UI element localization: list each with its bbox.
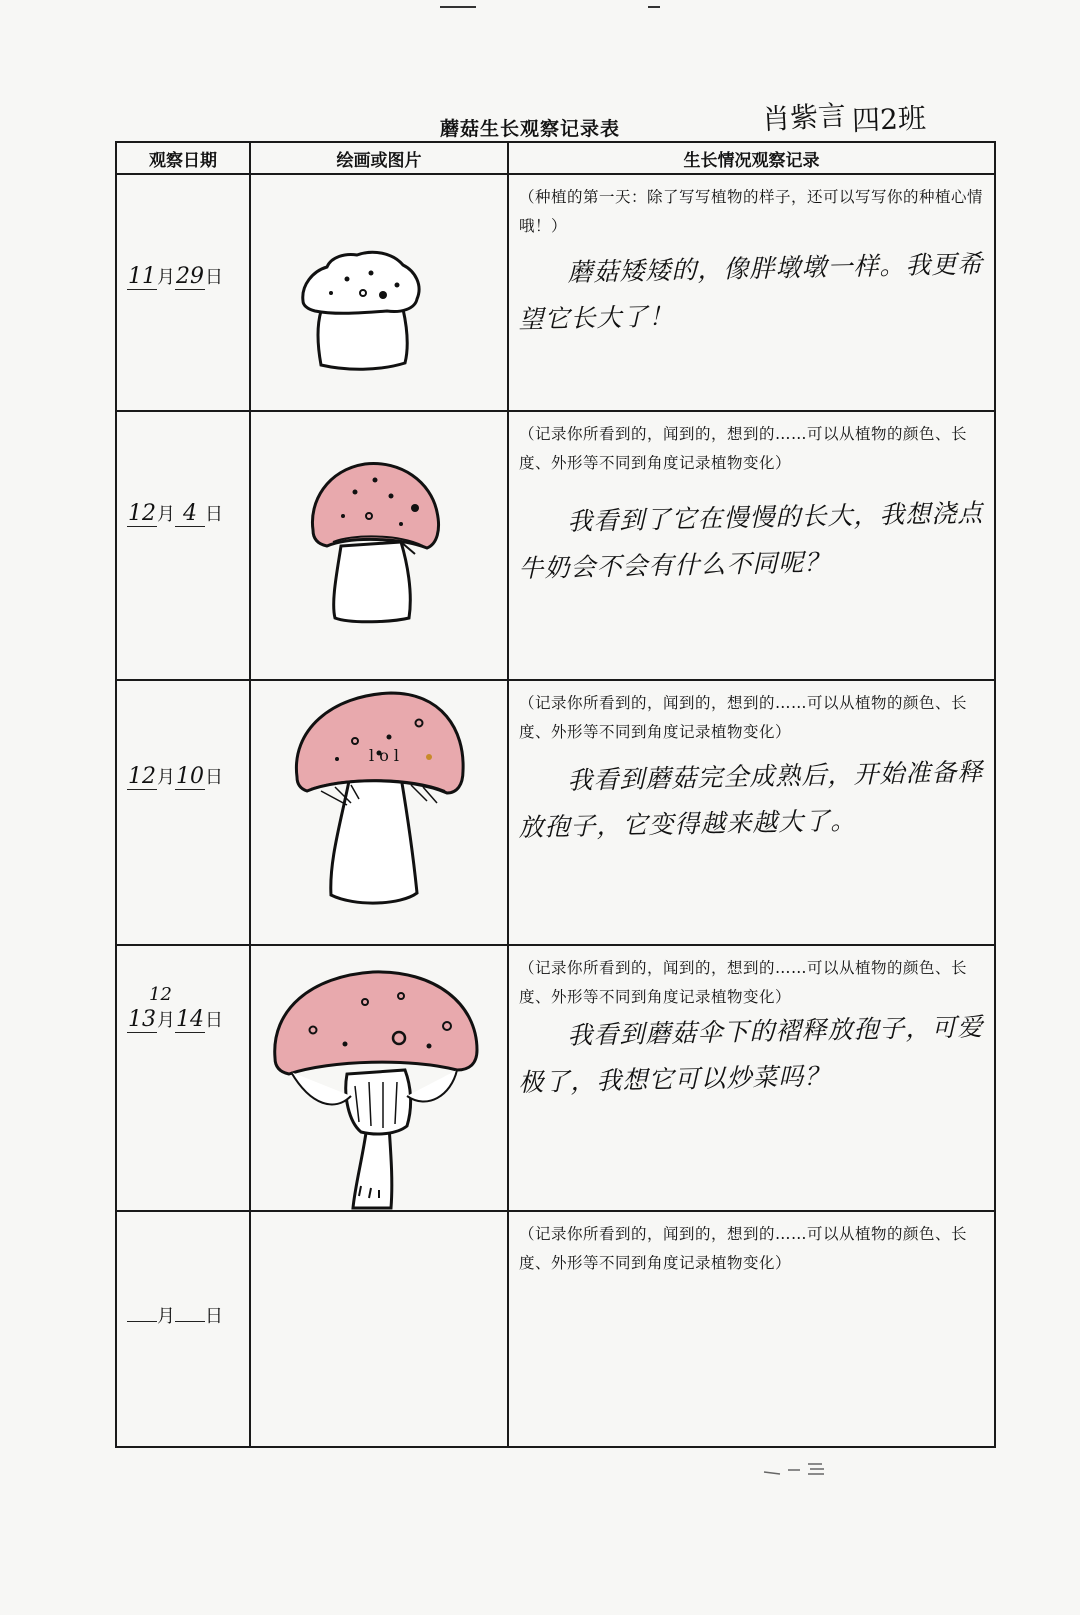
table-row — [116, 945, 995, 1211]
date-day: 29 — [176, 264, 204, 289]
record-prompt: （记录你所看到的，闻到的，想到的……可以从植物的颜色、长度、外形等不同到角度记录植物变化） — [519, 959, 968, 1006]
scan-mark — [648, 6, 660, 8]
scan-mark — [440, 6, 476, 8]
drawing-cell-empty — [250, 1211, 508, 1447]
date-month: 12 — [128, 764, 156, 789]
mature-mushroom-drawing — [251, 946, 509, 1212]
handwritten-entry: 蘑菇矮矮的，像胖墩墩一样。我更希望它长大了！ — [518, 249, 984, 334]
observation-date: 12 13月14日 — [128, 984, 223, 1032]
drawing-cell — [250, 680, 508, 945]
observation-date: 12月10日 — [128, 764, 223, 789]
date-month: 12 — [128, 501, 156, 526]
svg-text:l o l: l o l — [369, 746, 400, 765]
date-month — [127, 1321, 157, 1322]
drawing-cell — [250, 945, 508, 1211]
observation-date: 11月29日 — [128, 264, 223, 289]
table-row — [116, 680, 995, 945]
record-prompt: （种植的第一天：除了写写植物的样子，还可以写写你的种植心情哦！） — [519, 188, 984, 235]
table-header-row — [116, 142, 995, 174]
date-correction-note: 12 — [149, 984, 172, 1005]
observation-table — [115, 141, 996, 1448]
handwritten-entry: 我看到蘑菇伞下的褶释放孢子，可爱极了，我想它可以炒菜吗？ — [518, 1012, 984, 1097]
date-day: 14 — [176, 1007, 204, 1032]
handwritten-entry — [517, 1278, 984, 1288]
date-day: 10 — [176, 764, 204, 789]
drawing-cell — [250, 411, 508, 680]
drawing-cell — [250, 174, 508, 411]
date-day — [175, 1321, 205, 1322]
date-month: 11 — [128, 264, 156, 289]
record-prompt: （记录你所看到的，闻到的，想到的……可以从植物的颜色、长度、外形等不同到角度记录植物变化） — [519, 694, 968, 741]
pencil-scribble — [760, 1452, 840, 1482]
handwritten-entry: 我看到蘑菇完全成熟后，开始准备释放孢子，它变得越来越大了。 — [518, 757, 984, 842]
table-row — [116, 174, 995, 411]
record-prompt: （记录你所看到的，闻到的，想到的……可以从植物的颜色、长度、外形等不同到角度记录植物变化） — [519, 425, 968, 472]
class-name: 四2班 — [851, 101, 927, 138]
date-month: 13 — [128, 1007, 156, 1032]
sheet-title: 蘑菇生长观察记录表 — [440, 118, 621, 140]
date-cell — [116, 945, 250, 1211]
large-mushroom-drawing — [251, 681, 509, 946]
record-cell — [508, 1211, 995, 1447]
student-name: 肖紫言 — [761, 98, 847, 137]
pink-mushroom-drawing — [251, 412, 509, 681]
record-cell — [508, 411, 995, 680]
record-cell — [508, 680, 995, 945]
date-cell — [116, 680, 250, 945]
date-day: 4 — [175, 501, 205, 527]
header-drawing: 绘画或图片 — [250, 142, 508, 174]
record-cell — [508, 945, 995, 1211]
record-prompt: （记录你所看到的，闻到的，想到的……可以从植物的颜色、长度、外形等不同到角度记录植物变化） — [519, 1225, 968, 1272]
date-cell — [116, 1211, 250, 1447]
small-mushroom-drawing — [251, 175, 509, 412]
date-cell — [116, 174, 250, 411]
table-row — [116, 1211, 995, 1447]
date-cell — [116, 411, 250, 680]
observation-date: 12月 4 日 — [128, 501, 223, 526]
handwritten-entry: 我看到了它在慢慢的长大，我想浇点牛奶会不会有什么不同呢？ — [518, 498, 984, 583]
header-record: 生长情况观察记录 — [508, 142, 995, 174]
observation-date: 月 日 — [127, 1302, 241, 1328]
table-row — [116, 411, 995, 680]
record-cell — [508, 174, 995, 411]
header-date: 观察日期 — [116, 142, 250, 174]
